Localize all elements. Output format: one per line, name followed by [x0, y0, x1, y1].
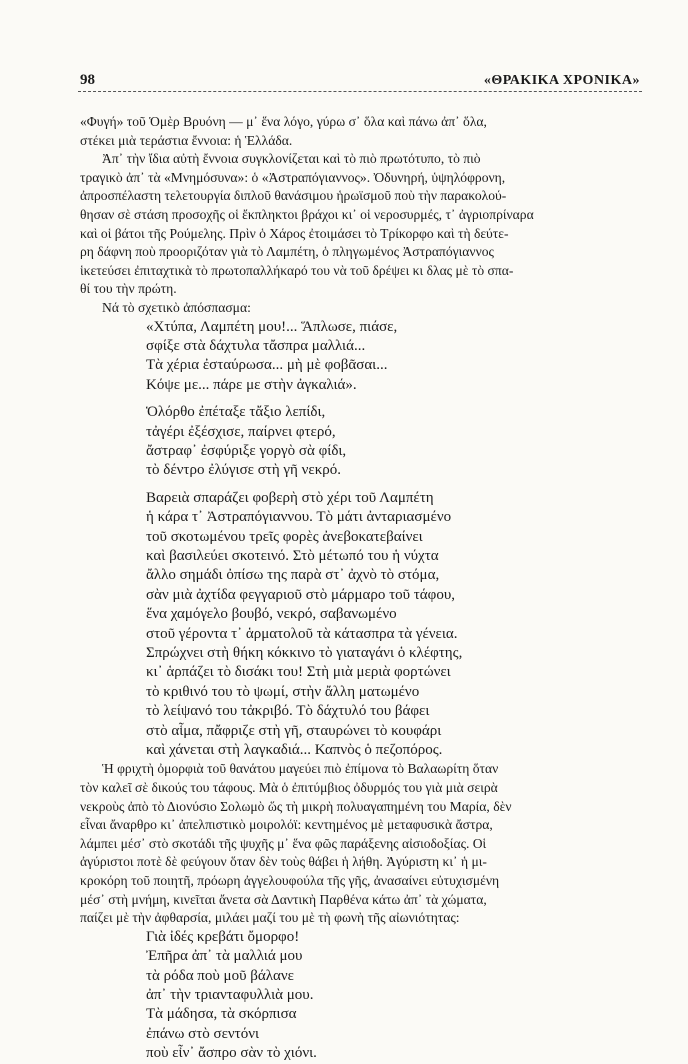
verse-line: σὰν μιὰ ἀχτίδα φεγγαριοῦ στὸ μάρμαρο τοῦ τάφου,	[146, 586, 456, 603]
verse-line: τὸ δέντρο ἐλύγισε στὴ γῆ νεκρό.	[146, 462, 342, 479]
verse-line: στὸ αἷμα, πἄφριζε στὴ γῆ, σταυρώνει τὸ κουφάρι	[146, 722, 442, 739]
paragraph-2	[80, 150, 640, 299]
body-text	[80, 113, 640, 1064]
verse-line: ἀπ᾽ τὴν τριανταφυλλιὰ μου.	[146, 987, 314, 1004]
verse-line: ἡ κάρα τ᾽ Ἀστραπόγιαννου. Τὸ μάτι ἀνταριασμένο	[146, 509, 452, 526]
stanza-4	[80, 928, 640, 1064]
verse-line: σφίξε στὰ δάχτυλα τἄσπρα μαλλιά...	[146, 337, 366, 354]
verse-line: στοῦ γέροντα τ᾽ ἁρματολοῦ τὰ κάτασπρα τὰ γένεια.	[146, 625, 458, 642]
text-line: τὸν καλεῖ σὲ δικούς του τάφους. Μὰ ὁ ἐπιτύμβιος ὀδυρμός του γιὰ μιὰ σειρὰ	[80, 780, 498, 796]
running-title: «ΘΡΑΚΙΚΑ ΧΡΟΝΙΚΑ»	[483, 73, 640, 88]
text-line: θί του τὴν πρώτη.	[80, 281, 177, 297]
page-number: 98	[80, 72, 95, 88]
text-line: μέσ᾽ στὴ μνήμη, κινεῖται ἄνετα σὰ Δαντικὴ Παρθένα κάτω ἀπ᾽ τὰ χώματα,	[80, 891, 487, 907]
text-line: Ἀπ᾽ τὴν ἴδια αὐτὴ ἔννοια συγκλονίζεται καὶ τὸ πιὸ πρωτότυπο, τὸ πιὸ	[102, 151, 481, 167]
text-line: ρη δάφνη ποὺ προοριζόταν γιὰ τὸ Λαμπέτη, ὁ πληγωμένος Ἀστραπόγιαννος	[80, 244, 494, 260]
text-line: λάμπει μέσ᾽ στὸ σκοτάδι τῆς ψυχῆς μ᾽ ἕνα φῶς παράξενης αἰσιοδοξίας. Οἱ	[80, 835, 487, 851]
verse-line: Κόψε με... πάρε με στὴν ἀγκαλιά».	[146, 376, 357, 393]
stanza-2	[80, 403, 640, 481]
verse-line: Ἐπῆρα ἀπ᾽ τὰ μαλλιά μου	[146, 948, 303, 965]
verse-line: τἀγέρι ἐξέσχισε, παίρνει φτερό,	[146, 423, 336, 440]
text-line: κροκόρη τοῦ ποιητῆ, πρόωρη ἀγγελουφούλα τῆς γῆς, ἀνασαίνει εὐτυχισμένη	[80, 873, 500, 889]
verse-line: ἐπάνω στὸ σεντόνι	[146, 1025, 260, 1042]
paragraph-3	[80, 760, 640, 927]
verse-line: καὶ χάνεται στὴ λαγκαδιά... Καπνὸς ὁ πεζοπόρος.	[146, 742, 443, 759]
verse-line: Ὁλόρθο ἐπέταξε τἄξιο λεπίδι,	[146, 404, 326, 421]
verse-line: καὶ βασιλεύει σκοτεινό. Στὸ μέτωπό του ἡ νύχτα	[146, 548, 439, 564]
excerpt-intro: Νά τὸ σχετικὸ ἀπόσπασμα:	[102, 299, 251, 315]
verse-line: τὸ λείψανό του τἀκριβό. Τὸ δάχτυλό του βάφει	[146, 703, 430, 720]
stanza-3	[80, 489, 640, 761]
verse-line: ἕνα χαμόγελο βουβό, νεκρό, σαβανωμένο	[146, 606, 397, 623]
verse-line: Τὰ χέρια ἐσταύρωσα... μὴ μὲ φοβᾶσαι...	[146, 357, 388, 374]
paragraph-1	[80, 113, 640, 150]
text-line: ἀγύριστοι ποτὲ δὲ φεύγουν ὅταν δὲν τοὺς θάβει ἡ λήθη. Ἀγύριστη κι᾽ ἡ μι-	[80, 854, 487, 870]
verse-line: τοῦ σκοτωμένου τρεῖς φορὲς ἀνεβοκατεβαίνει	[146, 528, 423, 545]
text-line: παίζει μὲ τὴν ἀφθαρσία, μιλάει μαζί του μὲ τὴ φωνὴ τῆς αἰωνιότητας:	[80, 910, 460, 926]
verse-line: κι᾽ ἁρπάζει τὸ δισάκι του! Στὴ μιὰ μεριὰ φορτώνει	[146, 664, 451, 681]
verse-line: Σπρώχνει στὴ θήκη κόκκινο τὸ γιαταγάνι ὁ κλέφτης,	[146, 645, 463, 662]
verse-line: ποὺ εἶν᾽ ἄσπρο σὰν τὸ χιόνι.	[146, 1045, 317, 1062]
header-rule	[78, 91, 642, 92]
text-line: «Φυγή» τοῦ Ὁμὲρ Βρυόνη — μ᾽ ἕνα λόγο, γύρω σ᾽ ὅλα καὶ πάνω ἀπ᾽ ὅλα,	[80, 114, 487, 129]
verse-line: Γιὰ ἰδές κρεβάτι ὄμορφο!	[146, 928, 300, 945]
text-line: ἱκετεύσει ἐπιταχτικὰ τὸ πρωτοπαλλήκαρό του νὰ τοῦ δρέψει κι δλας μὲ τὸ σπα-	[80, 262, 514, 278]
text-line: Ἡ φριχτὴ ὀμορφιὰ τοῦ θανάτου μαγεύει πιὸ ἐπίμονα τὸ Βαλαωρίτη ὅταν	[102, 761, 499, 777]
text-line: νεκροὺς ἀπὸ τὸ Διονύσιο Σολωμὸ ὥς τὴ μικρὴ πολυαγαπημένη του Μαρία, δὲν	[80, 798, 512, 814]
verse-line: ἄλλο σημάδι ὀπίσω της παρὰ στ᾽ ἀχνὸ τὸ στόμα,	[146, 567, 440, 584]
stanza-gap	[80, 395, 640, 403]
verse-line: ἄστραφ᾽ ἐσφύριξε γοργὸ σὰ φίδι,	[146, 442, 347, 459]
verse-line: Βαρειὰ σπαράζει φοβερὴ στὸ χέρι τοῦ Λαμπέτη	[146, 489, 434, 506]
stanza-gap	[80, 481, 640, 489]
text-line: τραγικὸ ἀπ᾽ τὰ «Μνημόσυνα»: ὁ «Ἀστραπόγιαννος». Ὀδυνηρή, ὑψηλόφρονη,	[80, 169, 506, 185]
verse-line: τὰ ρόδα ποὺ μοῦ βάλανε	[146, 967, 294, 984]
stanza-1	[80, 318, 640, 396]
text-line: καὶ οἱ βάτοι τῆς Ρούμελης. Πρὶν ὁ Χάρος ἐτοιμάσει τὸ Τρίκορφο καὶ τὴ δεύτε-	[80, 225, 509, 241]
text-line: θησαν σὲ στάση προσοχῆς οἱ ἔκπληκτοι βράχοι κι᾽ οἱ νεροσυρμές, τ᾽ ἀγριοπρίναρα	[80, 206, 534, 222]
verse-line: Τὰ μάδησα, τὰ σκόρπισα	[146, 1006, 297, 1023]
verse-line: «Χτύπα, Λαμπέτη μου!... Ἅπλωσε, πιάσε,	[146, 318, 398, 335]
page-header	[80, 72, 640, 89]
text-line: εἶναι ἄναρθρο κι᾽ ἀπελπιστικὸ μοιρολόϊ: κεντημένος μὲ μεταφυσικὰ ἄστρα,	[80, 817, 493, 833]
text-line: στέκει μιὰ τεράστια ἔννοια: ἡ Ἑλλάδα.	[80, 132, 293, 148]
text-line: ἀπροσπέλαστη τελετουργία διπλοῦ θανάσιμου ἡρωϊσμοῦ ποὺ τὴν παρακολού-	[80, 188, 507, 204]
verse-line: τὸ κριθινό του τὸ ψωμί, στὴν ἄλλη ματωμένο	[146, 683, 420, 700]
